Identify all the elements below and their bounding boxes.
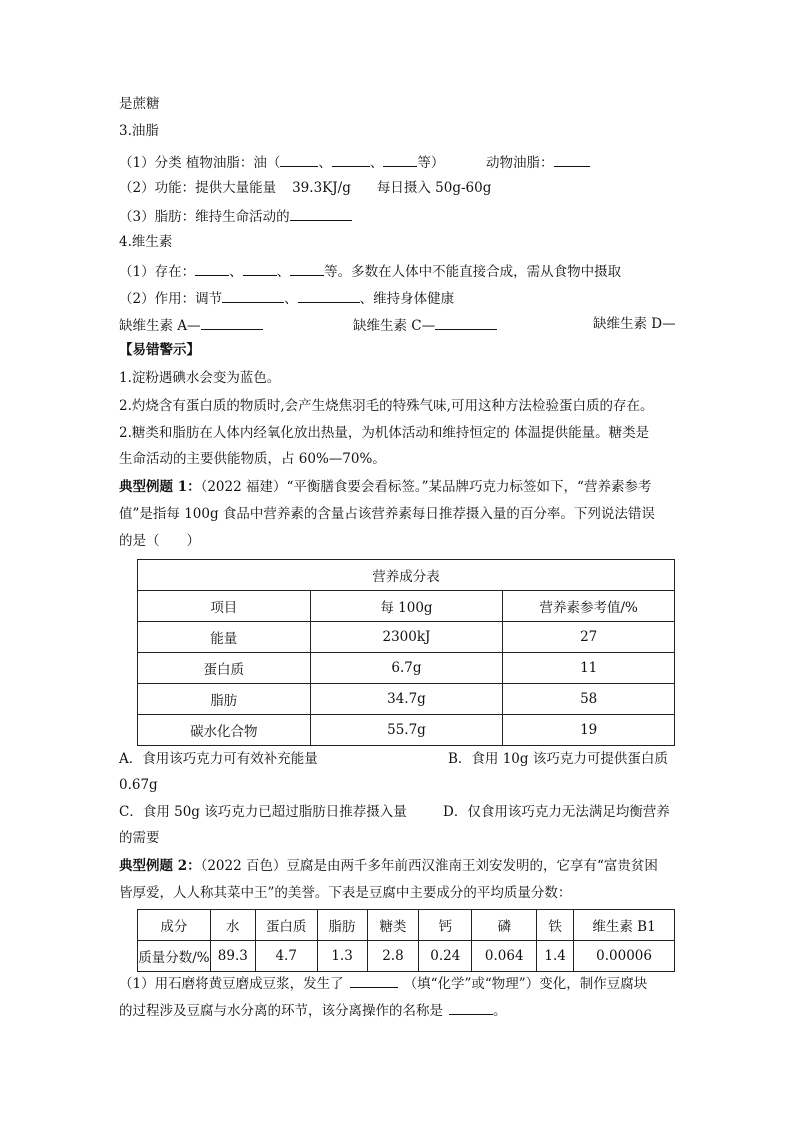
table-header: 糖类: [367, 910, 419, 941]
table-cell: 11: [503, 653, 675, 684]
section-heading-vitamins: 4.维生素: [119, 234, 173, 250]
blank: [383, 152, 417, 167]
text: （2）作用：调节: [119, 291, 223, 307]
example-label: 典型例题 1：: [119, 479, 201, 495]
table-row: [138, 622, 675, 653]
blank: [449, 1000, 493, 1015]
warning-item: 1.淀粉遇碘水会变为蓝色。: [119, 370, 281, 386]
text: 、: [276, 264, 291, 280]
table-cell: 55.7g: [310, 715, 503, 746]
vitamin-c-deficiency: [353, 315, 497, 335]
table-cell: 27: [503, 622, 675, 653]
table-cell: 6.7g: [310, 653, 503, 684]
blank: [201, 315, 263, 330]
example-1-line: 的是（ ）: [119, 533, 200, 549]
warning-item: 2.灼烧含有蛋白质的物质时,会产生烧焦羽毛的特殊气味,可用这种方法检验蛋白质的存在。: [119, 398, 654, 414]
table-row: [138, 715, 675, 746]
text: （填“化学”或“物理”）变化，制作豆腐块: [403, 976, 648, 992]
table-row: [138, 684, 675, 715]
option-d: D．仅食用该巧克力无法满足均衡营养: [443, 804, 670, 820]
option-c: C．食用 50g 该巧克力已超过脂肪日推荐摄入量: [119, 804, 407, 820]
table-header: 维生素 B1: [574, 910, 675, 941]
text: 、维持身体健康: [359, 291, 455, 307]
table-title: 营养成分表: [138, 560, 675, 591]
question-1-line: [119, 973, 647, 993]
text: （3）脂肪：维持生命活动的: [119, 209, 290, 225]
table-header: 铁: [537, 910, 574, 941]
table-header: 磷: [472, 910, 537, 941]
table-cell: 19: [503, 715, 675, 746]
text: 等。多数在人体中不能直接合成，需从食物中摄取: [324, 264, 622, 280]
oil-function-line: [119, 179, 491, 197]
text: 等）: [417, 155, 445, 171]
table-header: 每 100g: [310, 591, 503, 622]
question-1-cont: [119, 1000, 507, 1020]
nutrition-table: [137, 559, 675, 746]
blank: [350, 973, 398, 988]
table-cell: 0.064: [472, 941, 537, 972]
table-cell: 0.24: [419, 941, 472, 972]
table-cell: 1.3: [317, 941, 367, 972]
blank: [222, 288, 284, 303]
table-row: [138, 910, 675, 941]
vitamin-a-deficiency: [119, 315, 263, 335]
blank: [298, 288, 360, 303]
table-header: 项目: [138, 591, 311, 622]
text: 39.3KJ/g: [292, 180, 351, 196]
text: （1）用石磨将黄豆磨成豆浆，发生了: [119, 976, 344, 992]
example-1-line: 值”是指每 100g 食品中营养素的含量占该营养素每日推荐摄入量的百分率。下列说法错误: [119, 506, 655, 522]
blank: [435, 315, 497, 330]
blank: [195, 261, 229, 276]
text: 、: [318, 155, 332, 171]
table-cell: 34.7g: [310, 684, 503, 715]
text: 的过程涉及豆腐与水分离的环节，该分离操作的名称是: [119, 1003, 443, 1019]
text: （2022 福建）“平衡膳食要会看标签。”某品牌巧克力标签如下，“营养素参考: [200, 479, 652, 495]
oil-classification-line: [119, 152, 444, 172]
option-b-cont: 0.67g: [119, 777, 158, 793]
table-row: [138, 653, 675, 684]
section-heading-oils: 3.油脂: [119, 123, 159, 139]
fat-line: [119, 206, 352, 226]
table-cell: 碳水化合物: [138, 715, 311, 746]
table-cell: 89.3: [210, 941, 255, 972]
table-header: 钙: [419, 910, 472, 941]
table-cell: 质量分数/%: [138, 941, 211, 972]
blank: [332, 152, 370, 167]
text: 、: [229, 264, 243, 280]
example-2-line: [119, 857, 658, 875]
table-cell: 2.8: [367, 941, 419, 972]
example-label: 典型例题 2：: [119, 858, 201, 874]
option-a: A．食用该巧克力可有效补充能量: [119, 751, 318, 767]
table-header: 蛋白质: [255, 910, 317, 941]
table-header: 脂肪: [317, 910, 367, 941]
blank: [290, 261, 324, 276]
table-header: 水: [210, 910, 255, 941]
text: 、: [284, 291, 298, 307]
option-d-cont: 的需要: [119, 830, 160, 846]
text: （1）存在：: [119, 264, 196, 280]
table-header: 成分: [138, 910, 211, 941]
table-cell: 4.7: [255, 941, 317, 972]
table-cell: 58: [503, 684, 675, 715]
text: （1）分类 植物油脂：油（: [119, 155, 281, 171]
blank: [243, 261, 277, 276]
table-cell: 2300kJ: [310, 622, 503, 653]
vitamin-source-line: [119, 261, 621, 281]
text-line: 是蔗糖: [119, 96, 160, 112]
text: （2）功能：提供大量能量: [119, 180, 277, 196]
warning-item: 2.糖类和脂肪在人体内经氧化放出热量，为机体活动和维持恒定的 体温提供能量。糖类是: [119, 425, 650, 441]
example-1-line: [119, 478, 651, 496]
table-cell: 能量: [138, 622, 311, 653]
tofu-composition-table: [137, 909, 675, 972]
text: 缺维生素 C—: [353, 318, 436, 334]
table-cell: 0.00006: [574, 941, 675, 972]
table-header: 营养素参考值/%: [503, 591, 675, 622]
text: 动物油脂：: [486, 155, 554, 171]
vitamin-function-line: [119, 288, 454, 308]
text: 缺维生素 A—: [119, 318, 201, 334]
blank: [554, 152, 590, 167]
table-cell: 蛋白质: [138, 653, 311, 684]
text: 、: [369, 155, 384, 171]
option-b: B．食用 10g 该巧克力可提供蛋白质: [448, 751, 668, 767]
warning-item-cont: 生命活动的主要供能物质，占 60%—70%。: [119, 451, 386, 467]
table-cell: 1.4: [537, 941, 574, 972]
table-cell: 脂肪: [138, 684, 311, 715]
vitamin-d-deficiency: 缺维生素 D—: [593, 316, 676, 332]
warning-heading: 【易错警示】: [119, 342, 200, 358]
example-2-line: 皆厚爱，人人称其菜中王”的美誉。下表是豆腐中主要成分的平均质量分数：: [119, 885, 572, 901]
blank: [290, 206, 352, 221]
animal-fat-line: [486, 152, 590, 172]
blank: [280, 152, 318, 167]
text: 每日摄入 50g-60g: [376, 180, 492, 196]
text: （2022 百色）豆腐是由两千多年前西汉淮南王刘安发明的，它享有“富贵贫困: [200, 858, 658, 874]
text: 。: [493, 1003, 507, 1019]
table-row: [138, 941, 675, 972]
